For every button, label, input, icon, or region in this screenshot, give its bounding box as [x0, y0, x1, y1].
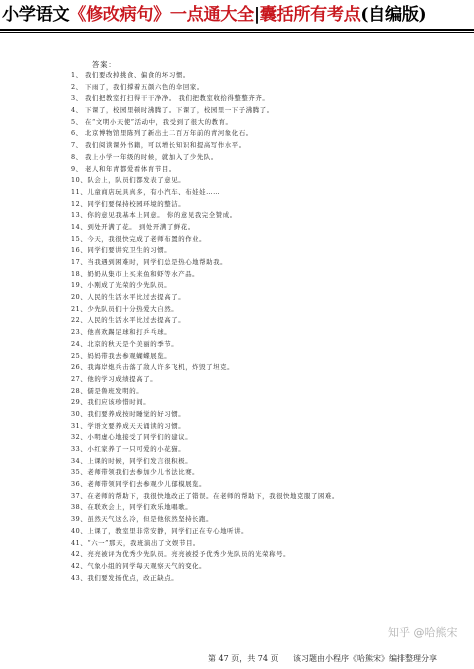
- answer-item: [71, 292, 411, 304]
- answer-item: [71, 257, 411, 269]
- answer-number: 13、: [71, 211, 88, 220]
- answer-number: 35、: [71, 468, 88, 477]
- answer-number: 7、: [71, 141, 83, 150]
- answer-number: 11、: [71, 187, 88, 196]
- answer-number: 6、: [71, 129, 83, 138]
- answer-text: 亮亮被评为优秀少先队员。亮亮被授予优秀少先队员的光荣称号。: [87, 550, 291, 559]
- answer-text: 下课了，校园里顿时沸腾了。下课了，校园里一下子沸腾了。: [85, 106, 274, 115]
- answer-number: 10、: [71, 176, 88, 185]
- answer-text: 儿童商店玩具真多，有小汽车、布娃娃……: [87, 187, 221, 196]
- answer-number: 9、: [71, 164, 83, 173]
- answer-text: 他的学习成绩提高了。: [87, 374, 158, 383]
- answer-item: [71, 152, 411, 164]
- answer-item: [71, 397, 411, 409]
- answer-text: 少先队员们十分热爱大自然。: [87, 304, 179, 313]
- answer-item: [71, 269, 411, 281]
- answer-number: 20、: [71, 293, 88, 302]
- answer-number: 23、: [71, 328, 88, 337]
- answer-item: [71, 467, 411, 479]
- header-subject: 小学语文: [2, 5, 70, 25]
- answer-text: 上课的时候，同学们发言很积极。: [87, 456, 193, 465]
- answer-number: 40、: [71, 526, 88, 535]
- answer-text: 我们要改掉挑食、偏食的坏习惯。: [85, 71, 190, 79]
- answer-text: 儒是鲁班发明的。: [87, 386, 144, 395]
- answer-item: [71, 234, 411, 246]
- answer-item: [71, 374, 411, 386]
- answer-number: 33、: [71, 445, 88, 453]
- answer-item: [71, 315, 411, 327]
- answer-text: 今天，我很快完成了老师布置的作业。: [87, 234, 207, 243]
- answer-item: [71, 128, 411, 140]
- answer-item: [71, 175, 411, 187]
- answer-item: [71, 421, 411, 433]
- answer-item: [71, 199, 411, 211]
- answer-item: [71, 70, 411, 82]
- answer-item: [71, 164, 411, 176]
- answer-text: 在“文明小天使”活动中，我受到了很大的教育。: [85, 117, 233, 126]
- answer-number: 26、: [71, 363, 88, 372]
- answer-number: 18、: [71, 269, 88, 278]
- answers-heading: 答案：: [92, 60, 117, 69]
- answer-text: 我海岸炮兵击落了敌人许多飞机，炸毁了坦克。: [87, 363, 235, 372]
- header-rule-thin: [0, 32, 474, 33]
- answer-item: [71, 82, 411, 94]
- answer-number: 15、: [71, 234, 88, 243]
- answer-text: 奶奶从集市上买来鱼和虾等水产品。: [87, 269, 200, 278]
- answer-text: 人民的生活水平比过去提高了。: [87, 316, 186, 325]
- document-header: [2, 4, 472, 32]
- answer-text: 在联欢会上，同学们欢乐地唱歌。: [87, 503, 193, 512]
- answer-text: “六一”那天，我班演出了文娱节目。: [87, 538, 200, 547]
- answer-number: 17、: [71, 258, 88, 266]
- answer-item: [71, 538, 411, 550]
- answer-text: 老师带领我们去参加少儿书法比赛。: [87, 468, 200, 477]
- answer-item: [71, 187, 411, 199]
- answer-text: 妈妈带我去参观蝴蝶展览。: [87, 351, 172, 360]
- answer-number: 29、: [71, 398, 88, 407]
- answer-text: 我们要养成按时睡觉的好习惯。: [87, 409, 186, 418]
- answer-item: [71, 561, 411, 573]
- header-scope: 囊括所有考点: [259, 5, 361, 25]
- answer-text: 当我遇到困难时，同学们总是热心地帮助我。: [87, 258, 228, 266]
- answer-number: 30、: [71, 409, 88, 418]
- footer-promo: 该习题由小程序《哈熊宋》编排整理分享: [293, 654, 437, 663]
- answer-item: [71, 432, 411, 444]
- answer-text: 我们阅读课外书籍，可以增长知识和提高写作水平。: [85, 141, 246, 150]
- answer-text: 在老师的帮助下，我很快地改正了错误。在老师的帮助下，我很快地克服了困难。: [87, 491, 339, 500]
- answer-number: 36、: [71, 480, 88, 489]
- answer-item: [71, 526, 411, 538]
- answer-number: 41、: [71, 538, 88, 547]
- header-rule-thick: [0, 29, 474, 31]
- answer-text: 小红家养了一只可爱的小花猫。: [87, 445, 186, 453]
- answer-item: [71, 327, 411, 339]
- header-edition: (自编版): [360, 5, 427, 25]
- answer-item: [71, 514, 411, 526]
- answer-text: 北京博物馆里陈列了新出土二百万年前的青河象化石。: [85, 129, 253, 138]
- answer-number: 43、: [71, 573, 88, 582]
- answer-text: 老人和年青都爱看体育节目。: [85, 164, 176, 173]
- answer-text: 同学们要保持校园环境的整洁。: [87, 199, 186, 208]
- answer-text: 同学们要讲究卫生的习惯。: [87, 246, 172, 255]
- answer-number: 25、: [71, 351, 88, 360]
- answer-list: [71, 70, 411, 584]
- answer-item: [71, 93, 411, 105]
- page-number: 第 47 页，共 74 页: [208, 654, 279, 663]
- answer-number: 12、: [71, 199, 88, 208]
- answer-number: 14、: [71, 222, 88, 231]
- answer-number: 31、: [71, 421, 88, 430]
- answer-text: 虽然天气这么冷，但是他依然坚持长跑。: [87, 515, 214, 524]
- answer-item: [71, 105, 411, 117]
- answer-item: [71, 491, 411, 503]
- answer-text: 气象小组的同学每天观察天气的变化。: [87, 561, 207, 570]
- answer-number: 8、: [71, 152, 83, 161]
- answer-number: 21、: [71, 304, 88, 313]
- answer-item: [71, 117, 411, 129]
- answer-number: 42、: [71, 561, 88, 570]
- answer-item: [71, 479, 411, 491]
- answer-number: 32、: [71, 433, 88, 442]
- answer-text: 小明虚心地接受了同学们的建议。: [87, 433, 193, 442]
- header-book-title: 《修改病句》一点通大全: [69, 5, 254, 25]
- answer-item: [71, 140, 411, 152]
- answer-text: 人民的生活水平比过去提高了。: [87, 293, 186, 302]
- watermark: 知乎 @哈熊宋: [388, 626, 458, 639]
- answer-text: 下雨了，我们撑着五颜六色的伞回家。: [85, 82, 204, 91]
- answer-number: 27、: [71, 374, 88, 383]
- answer-text: 北京的秋天是个美丽的季节。: [87, 339, 179, 348]
- answer-item: [71, 339, 411, 351]
- answer-number: 19、: [71, 281, 88, 290]
- answer-item: [71, 362, 411, 374]
- answer-text: 我们要发扬优点，改正缺点。: [87, 573, 179, 582]
- answer-number: 1、: [71, 71, 83, 79]
- answer-item: [71, 502, 411, 514]
- answer-item: [71, 444, 411, 456]
- answer-text: 上课了，教室里非常安静，同学们正在专心地听讲。: [87, 526, 249, 535]
- answer-text: 老师带领同学们去参观少儿郁模展览。: [87, 480, 207, 489]
- answer-text: 学语文要养成天天诵读的习惯。: [87, 421, 186, 430]
- answer-text: 他喜欢踢足球和打乒乓球。: [87, 328, 172, 337]
- answer-number: 28、: [71, 386, 88, 395]
- answer-item: [71, 210, 411, 222]
- answer-number: 4、: [71, 106, 83, 115]
- answer-item: [71, 409, 411, 421]
- answer-number: 24、: [71, 339, 88, 348]
- answer-number: 39、: [71, 515, 88, 524]
- answer-number: 3、: [71, 94, 83, 103]
- header-separator: |: [253, 5, 260, 25]
- answer-text: 队会上，队员们都发表了意见。: [87, 176, 186, 185]
- answer-number: 2、: [71, 82, 83, 91]
- answer-item: [71, 351, 411, 363]
- answer-item: [71, 549, 411, 561]
- answer-text: 你的意见我基本上同意。 你的意见我完全赞成。: [87, 211, 237, 220]
- answer-item: [71, 304, 411, 316]
- answer-number: 37、: [71, 491, 88, 500]
- answer-item: [71, 386, 411, 398]
- answer-number: 42、: [71, 550, 88, 559]
- answer-item: [71, 456, 411, 468]
- answer-text: 到处开满了花。 到处开满了鲜花。: [87, 222, 195, 231]
- answer-item: [71, 573, 411, 585]
- page-footer: [0, 652, 474, 666]
- answer-text: 我们应该珍惜时间。: [87, 398, 151, 407]
- answer-item: [71, 245, 411, 257]
- answer-number: 34、: [71, 456, 88, 465]
- answer-text: 小刚成了光荣的少先队员。: [87, 281, 172, 290]
- answer-item: [71, 280, 411, 292]
- answer-number: 16、: [71, 246, 88, 255]
- answer-item: [71, 222, 411, 234]
- answer-text: 我们把教室打扫得干干净净。 我们把教室收拾得整整齐齐。: [85, 94, 270, 103]
- answer-number: 38、: [71, 503, 88, 512]
- answer-text: 我上小学一年级的时候，就加入了少先队。: [85, 152, 218, 161]
- answer-number: 22、: [71, 316, 88, 325]
- answer-number: 5、: [71, 117, 83, 126]
